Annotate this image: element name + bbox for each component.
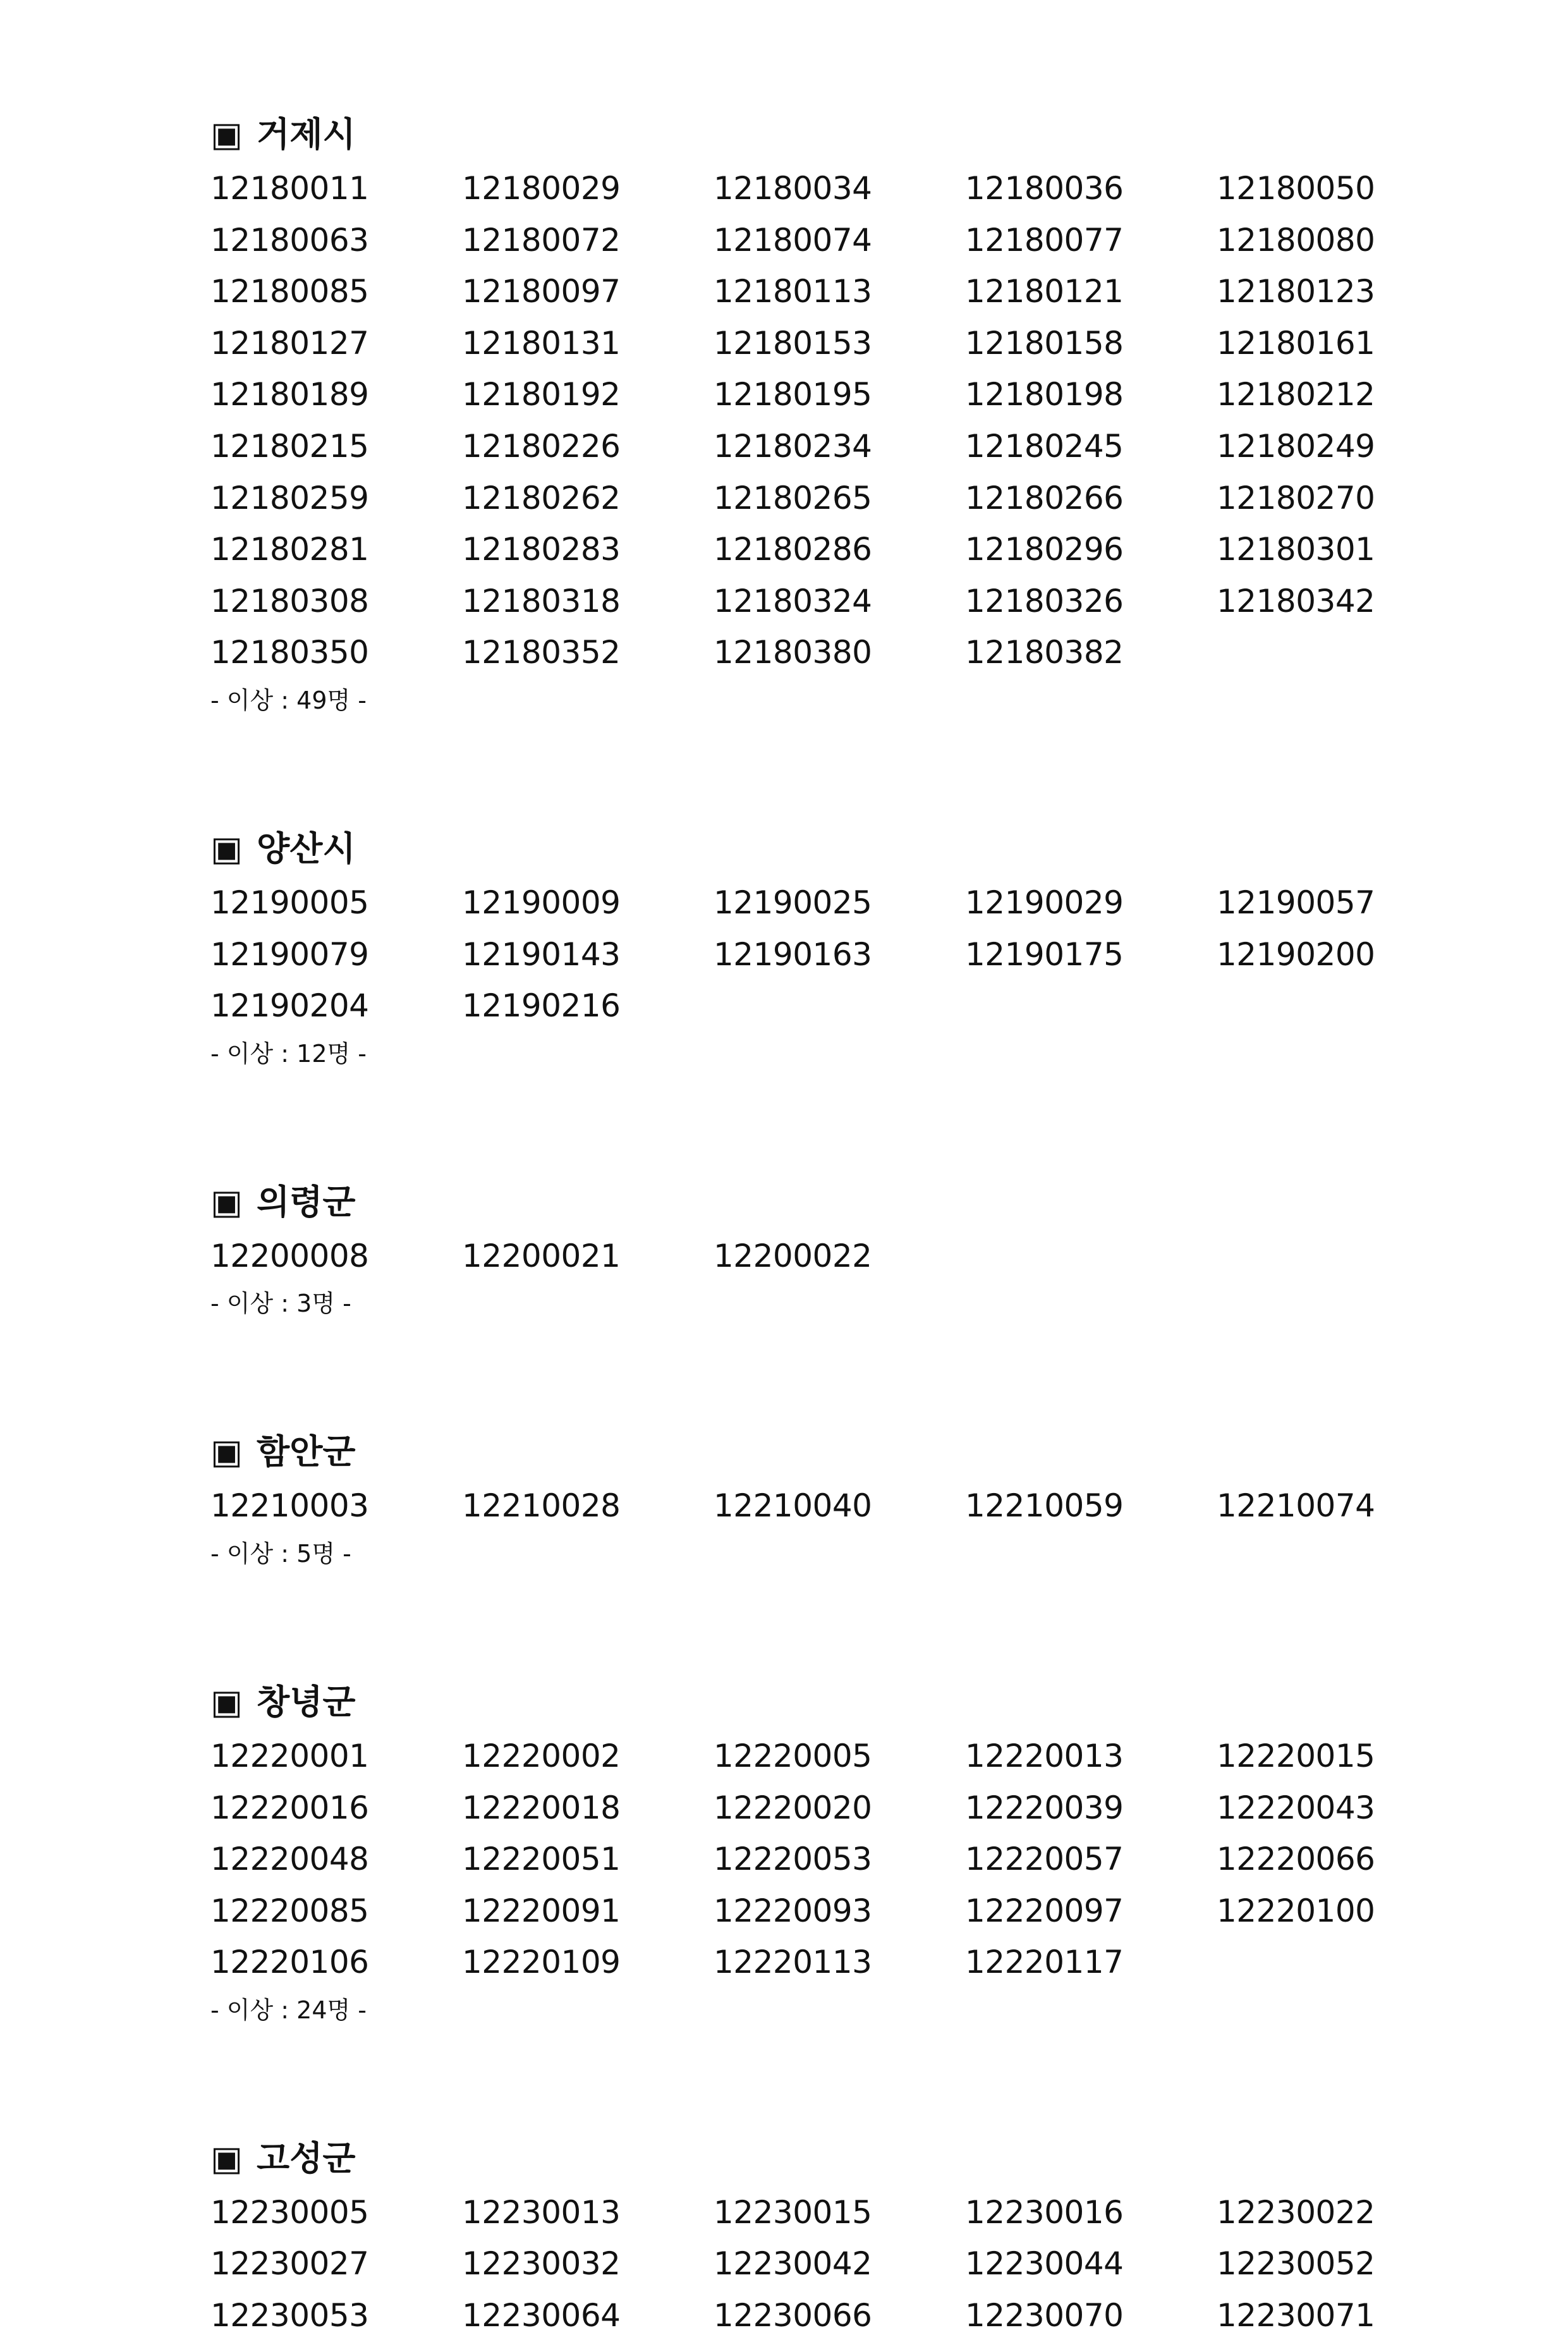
id-number: 12190029 [965,884,1124,921]
id-number: 12180113 [714,273,872,310]
id-number: 12180215 [210,427,369,465]
id-grid [210,2187,1411,2342]
id-grid [210,1480,1411,1532]
region-name: 거제시 [257,114,356,154]
region-name: 함안군 [257,1432,356,1472]
section-count-summary: - 이상 : 5명 - [210,1539,351,1568]
id-number: 12180326 [965,582,1124,619]
id-number: 12230064 [462,2297,621,2334]
section [210,106,1411,718]
id-number: 12180318 [462,582,621,619]
id-number: 12200021 [462,1237,621,1274]
id-number: 12230015 [714,2193,872,2231]
id-number: 12180123 [1217,273,1375,310]
region-name: 의령군 [257,1181,356,1222]
id-number: 12190009 [462,884,621,921]
id-number: 12220053 [714,1841,872,1878]
square-bullet-icon: ▣ [210,1432,243,1472]
id-number: 12230053 [210,2297,369,2334]
id-number: 12230013 [462,2193,621,2231]
id-number: 12180265 [714,479,872,516]
id-number: 12180296 [965,531,1124,568]
id-number: 12220085 [210,1892,369,1929]
section-count-summary: - 이상 : 24명 - [210,1996,367,2024]
id-number: 12230044 [965,2245,1124,2283]
section-spacer [210,2028,1411,2130]
id-number: 12190200 [1217,936,1375,973]
id-number: 12180161 [1217,324,1375,362]
id-number: 12180158 [965,324,1124,362]
id-grid [210,163,1411,679]
id-number: 12230027 [210,2245,369,2283]
id-number: 12210003 [210,1487,369,1525]
id-number: 12220091 [462,1892,621,1929]
section-title [210,1424,1411,1480]
id-number: 12210074 [1217,1487,1375,1525]
id-number: 12190005 [210,884,369,921]
id-number: 12180286 [714,531,872,568]
square-bullet-icon: ▣ [210,1181,243,1222]
id-number: 12210059 [965,1487,1124,1525]
section-spacer [210,1321,1411,1424]
id-number: 12220051 [462,1841,621,1878]
id-number: 12180350 [210,634,369,671]
id-number: 12220001 [210,1737,369,1774]
section [210,2130,1411,2342]
id-number: 12180283 [462,531,621,568]
document-body [210,106,1411,2342]
id-number: 12220016 [210,1789,369,1826]
id-number: 12180382 [965,634,1124,671]
id-number: 12180036 [965,170,1124,207]
id-number: 12180077 [965,221,1124,259]
section-count-summary: - 이상 : 49명 - [210,686,367,714]
id-number: 12190204 [210,987,369,1025]
id-number: 12180097 [462,273,621,310]
id-number: 12220039 [965,1789,1124,1826]
id-number: 12230032 [462,2245,621,2283]
section-title [210,1174,1411,1231]
section-title [210,106,1411,163]
id-number: 12180259 [210,479,369,516]
id-number: 12180127 [210,324,369,362]
region-name: 양산시 [257,828,356,869]
id-grid [210,1231,1411,1283]
id-number: 12220048 [210,1841,369,1878]
id-number: 12180034 [714,170,872,207]
id-number: 12230022 [1217,2193,1375,2231]
id-grid [210,1731,1411,1989]
id-number: 12180266 [965,479,1124,516]
id-number: 12180074 [714,221,872,259]
id-number: 12220113 [714,1944,872,1981]
id-number: 12230042 [714,2245,872,2283]
section-title [210,2130,1411,2187]
id-number: 12180195 [714,376,872,413]
id-number: 12180226 [462,427,621,465]
section [210,1674,1411,2028]
region-name: 고성군 [257,2138,356,2178]
id-number: 12220015 [1217,1737,1375,1774]
section-title [210,1674,1411,1731]
id-number: 12180212 [1217,376,1375,413]
id-number: 12180262 [462,479,621,516]
id-number: 12180270 [1217,479,1375,516]
id-number: 12180011 [210,170,369,207]
id-number: 12220106 [210,1944,369,1981]
id-number: 12220093 [714,1892,872,1929]
id-number: 12180072 [462,221,621,259]
id-number: 12230070 [965,2297,1124,2334]
id-number: 12220020 [714,1789,872,1826]
square-bullet-icon: ▣ [210,2138,243,2178]
id-number: 12220018 [462,1789,621,1826]
id-number: 12230066 [714,2297,872,2334]
id-number: 12180245 [965,427,1124,465]
id-number: 12220097 [965,1892,1124,1929]
section-spacer [210,1571,1411,1674]
id-number: 12180198 [965,376,1124,413]
id-number: 12200008 [210,1237,369,1274]
id-number: 12200022 [714,1237,872,1274]
section [210,1424,1411,1571]
id-number: 12190163 [714,936,872,973]
id-number: 12220109 [462,1944,621,1981]
section-count-summary: - 이상 : 12명 - [210,1039,367,1068]
id-number: 12180281 [210,531,369,568]
id-number: 12180080 [1217,221,1375,259]
id-number: 12180301 [1217,531,1375,568]
id-number: 12180380 [714,634,872,671]
id-number: 12220117 [965,1944,1124,1981]
id-number: 12190057 [1217,884,1375,921]
id-number: 12180029 [462,170,621,207]
section-spacer [210,718,1411,820]
id-number: 12190025 [714,884,872,921]
id-number: 12180189 [210,376,369,413]
id-number: 12190079 [210,936,369,973]
id-number: 12230071 [1217,2297,1375,2334]
id-number: 12220057 [965,1841,1124,1878]
square-bullet-icon: ▣ [210,828,243,869]
id-number: 12180050 [1217,170,1375,207]
id-number: 12190175 [965,936,1124,973]
id-number: 12220013 [965,1737,1124,1774]
id-number: 12220066 [1217,1841,1375,1878]
square-bullet-icon: ▣ [210,114,243,154]
id-number: 12230052 [1217,2245,1375,2283]
id-grid [210,877,1411,1032]
id-number: 12230005 [210,2193,369,2231]
section-title [210,820,1411,877]
id-number: 12180234 [714,427,872,465]
id-number: 12220005 [714,1737,872,1774]
id-number: 12220043 [1217,1789,1375,1826]
id-number: 12180192 [462,376,621,413]
section-spacer [210,1071,1411,1174]
id-number: 12180324 [714,582,872,619]
id-number: 12220100 [1217,1892,1375,1929]
region-name: 창녕군 [257,1681,356,1722]
id-number: 12220002 [462,1737,621,1774]
id-number: 12230016 [965,2193,1124,2231]
id-number: 12180085 [210,273,369,310]
section [210,1174,1411,1322]
square-bullet-icon: ▣ [210,1681,243,1722]
id-number: 12210028 [462,1487,621,1525]
id-number: 12180249 [1217,427,1375,465]
id-number: 12190143 [462,936,621,973]
id-number: 12190216 [462,987,621,1025]
id-number: 12180153 [714,324,872,362]
section-count-summary: - 이상 : 3명 - [210,1290,351,1318]
id-number: 12210040 [714,1487,872,1525]
section [210,820,1411,1071]
id-number: 12180063 [210,221,369,259]
id-number: 12180131 [462,324,621,362]
id-number: 12180308 [210,582,369,619]
id-number: 12180352 [462,634,621,671]
id-number: 12180121 [965,273,1124,310]
id-number: 12180342 [1217,582,1375,619]
